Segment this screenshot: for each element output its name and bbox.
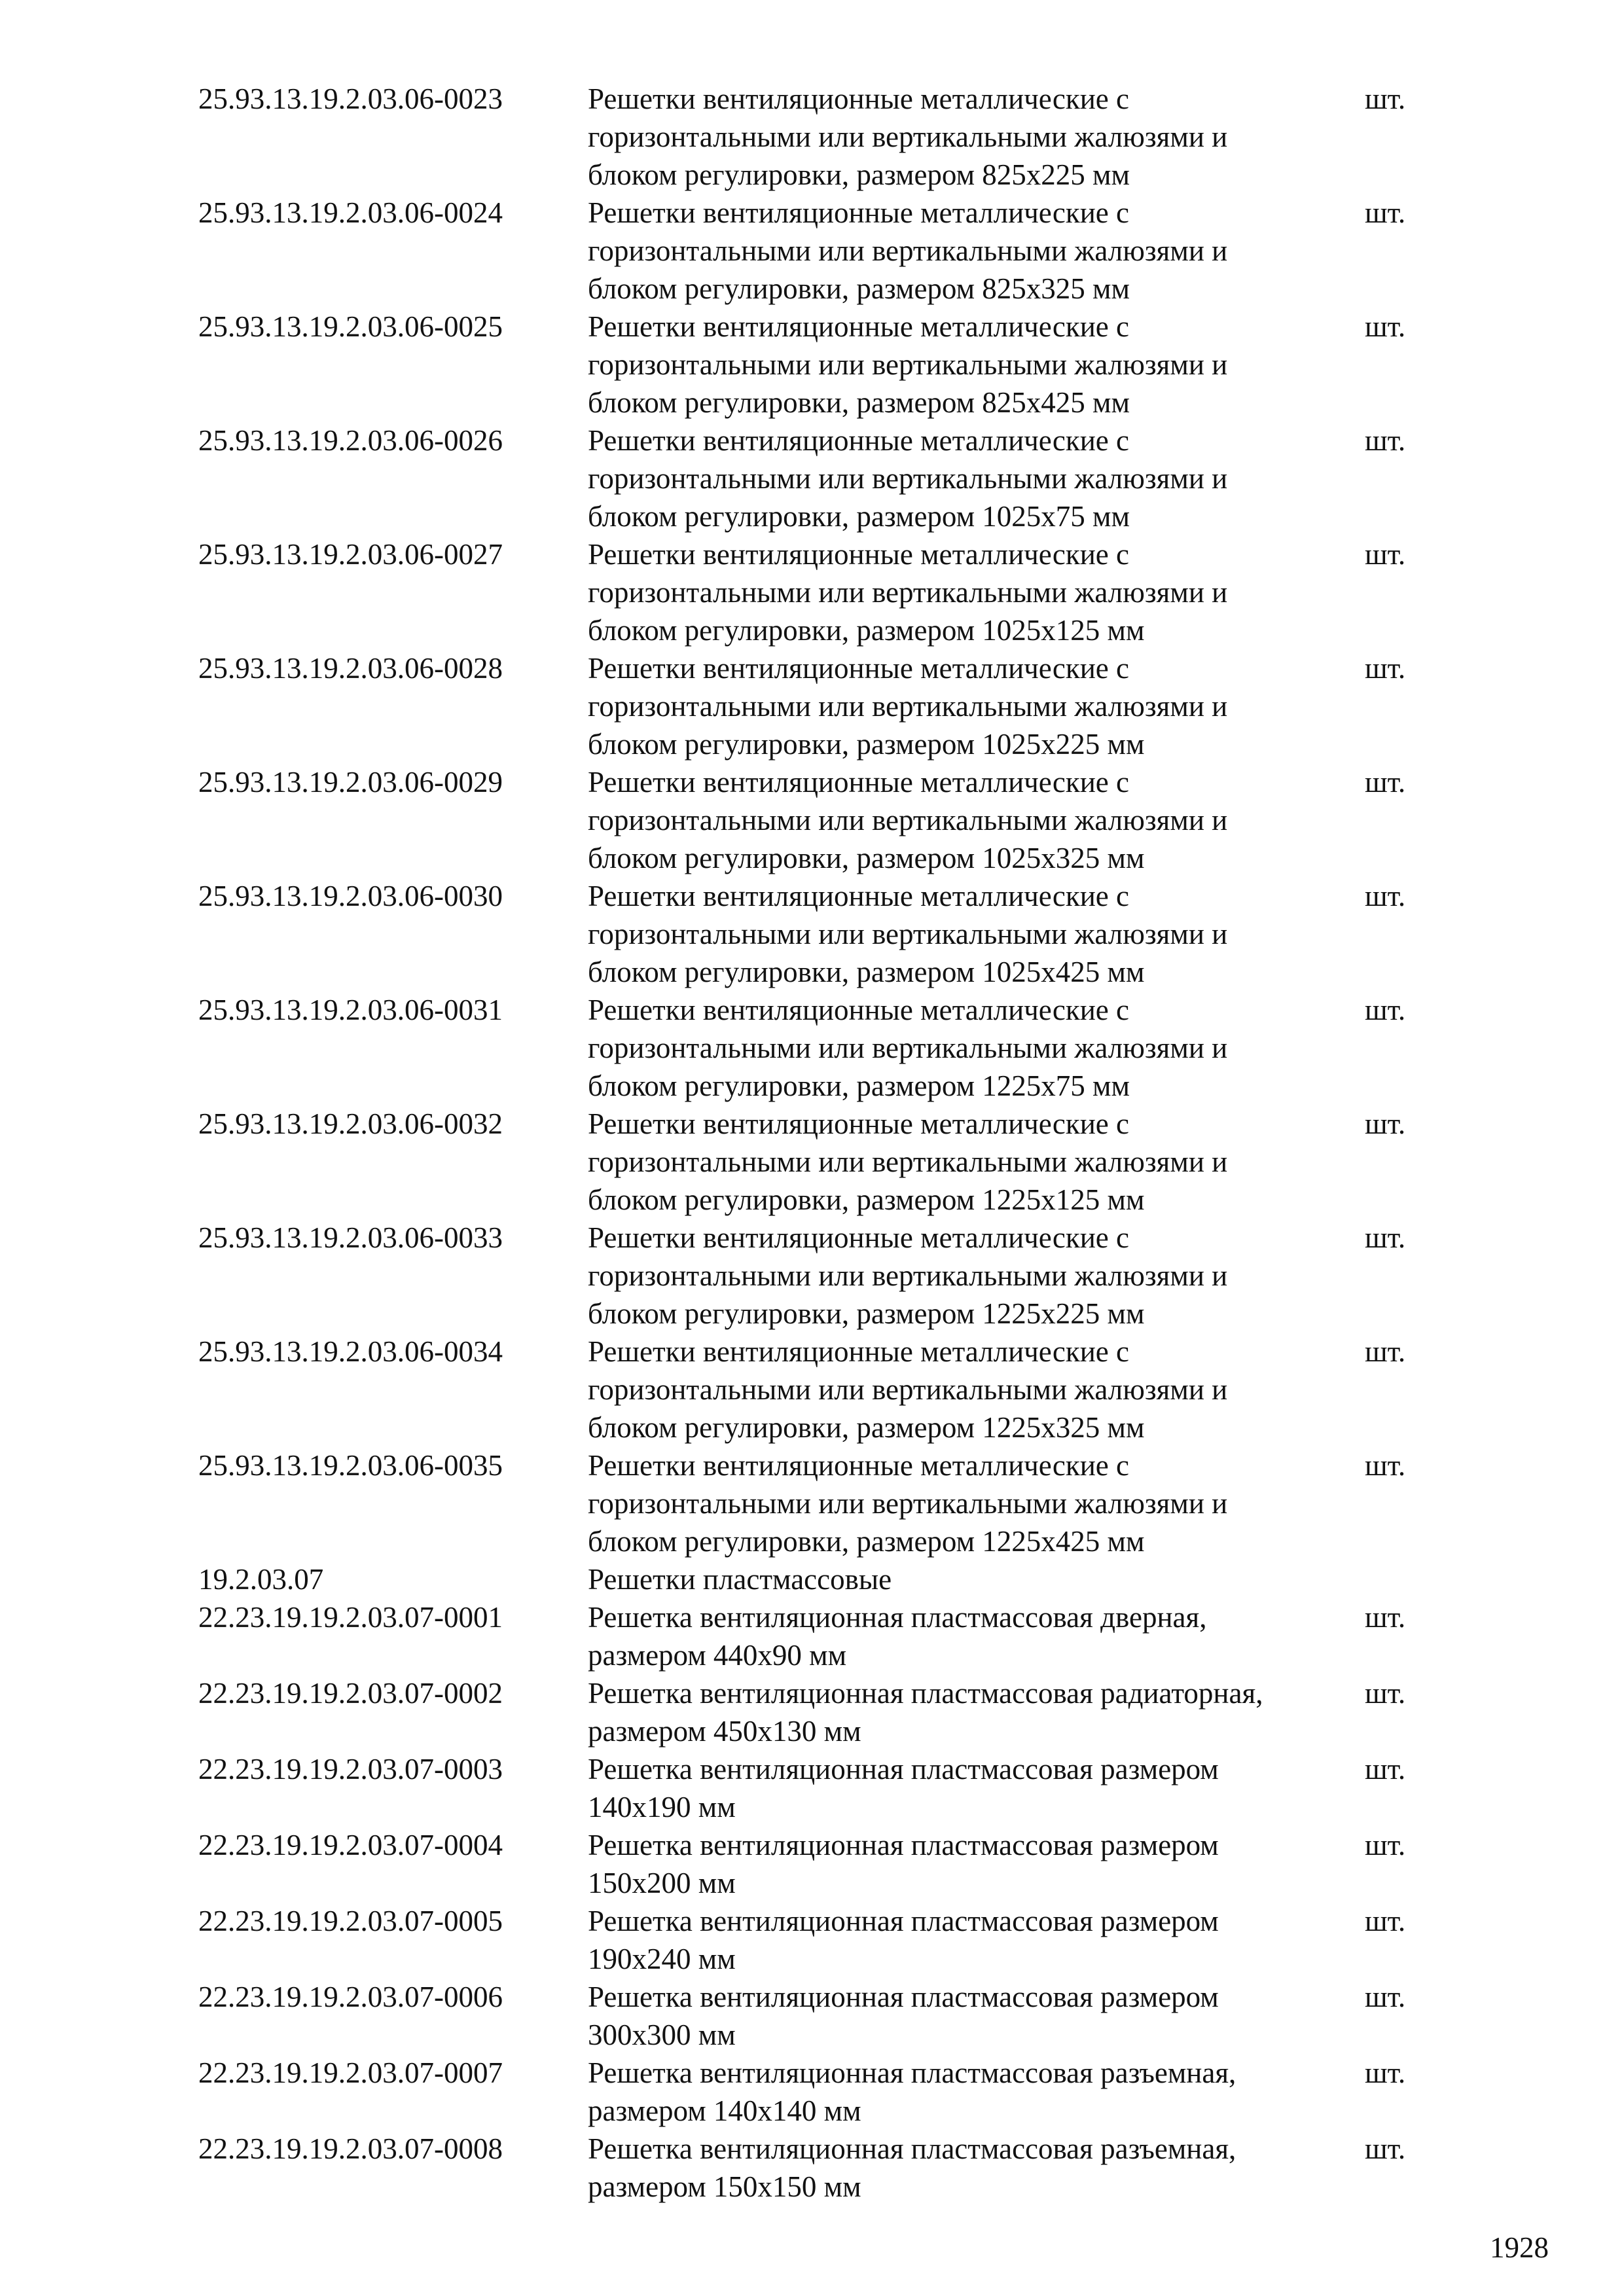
resource-name: Решетка вентиляционная пластмассовая разъемная, размером 150х150 мм — [588, 2132, 1236, 2203]
resource-code: 19.2.03.07 — [198, 1563, 324, 1596]
table-row — [0, 308, 1624, 422]
resource-name: Решетка вентиляционная пластмассовая радиаторная, размером 450х130 мм — [588, 1677, 1263, 1748]
resource-code: 25.93.13.19.2.03.06-0035 — [198, 1449, 503, 1482]
resource-name: Решетки вентиляционные металлические с горизонтальными или вертикальными жалюзями и блоком регулировки, размером 1225х325 мм — [588, 1335, 1228, 1444]
resource-unit: шт. — [1365, 880, 1406, 912]
resource-name: Решетки вентиляционные металлические с горизонтальными или вертикальными жалюзями и блоком регулировки, размером 1225х75 мм — [588, 994, 1228, 1102]
resource-code: 22.23.19.19.2.03.07-0004 — [198, 1829, 503, 1861]
resource-name: Решетка вентиляционная пластмассовая размером 140х190 мм — [588, 1753, 1219, 1823]
table-row — [0, 422, 1624, 535]
resource-unit: шт. — [1365, 766, 1406, 798]
table-row — [0, 1674, 1624, 1750]
table-row — [0, 1750, 1624, 1826]
table-row — [0, 1902, 1624, 1978]
table-row — [0, 80, 1624, 194]
resource-name: Решетки вентиляционные металлические с горизонтальными или вертикальными жалюзями и блоком регулировки, размером 825х325 мм — [588, 196, 1228, 305]
resource-unit: шт. — [1365, 1221, 1406, 1254]
resource-unit: шт. — [1365, 652, 1406, 685]
resource-name: Решетки вентиляционные металлические с горизонтальными или вертикальными жалюзями и блоком регулировки, размером 1225х425 мм — [588, 1449, 1228, 1558]
resource-unit: шт. — [1365, 1449, 1406, 1482]
resource-code: 22.23.19.19.2.03.07-0006 — [198, 1981, 503, 2013]
resource-unit: шт. — [1365, 82, 1406, 115]
resource-unit: шт. — [1365, 1601, 1406, 1634]
resource-code: 22.23.19.19.2.03.07-0005 — [198, 1905, 503, 1937]
resource-code: 25.93.13.19.2.03.06-0029 — [198, 766, 503, 798]
page-number: 1928 — [1490, 2231, 1549, 2264]
resource-name: Решетки пластмассовые — [588, 1563, 892, 1596]
resource-code: 25.93.13.19.2.03.06-0028 — [198, 652, 503, 685]
resource-code: 25.93.13.19.2.03.06-0025 — [198, 310, 503, 343]
table-row — [0, 535, 1624, 649]
resource-unit: шт. — [1365, 1677, 1406, 1710]
resource-code: 25.93.13.19.2.03.06-0026 — [198, 424, 503, 457]
table-row — [0, 649, 1624, 763]
table-row — [0, 1333, 1624, 1446]
resource-code: 25.93.13.19.2.03.06-0024 — [198, 196, 503, 229]
table-row — [0, 1826, 1624, 1902]
resource-name: Решетки вентиляционные металлические с горизонтальными или вертикальными жалюзями и блоком регулировки, размером 1025х325 мм — [588, 766, 1228, 874]
resource-unit: шт. — [1365, 2056, 1406, 2089]
resource-name: Решетки вентиляционные металлические с горизонтальными или вертикальными жалюзями и блоком регулировки, размером 1025х125 мм — [588, 538, 1228, 647]
resource-code: 25.93.13.19.2.03.06-0027 — [198, 538, 503, 571]
resource-unit: шт. — [1365, 1905, 1406, 1937]
resource-code: 22.23.19.19.2.03.07-0008 — [198, 2132, 503, 2165]
table-row — [0, 763, 1624, 877]
table-row — [0, 1219, 1624, 1333]
resource-unit: шт. — [1365, 424, 1406, 457]
resource-name: Решетка вентиляционная пластмассовая размером 150х200 мм — [588, 1829, 1219, 1899]
table-row — [0, 1598, 1624, 1674]
resource-unit: шт. — [1365, 2132, 1406, 2165]
resource-name: Решетки вентиляционные металлические с горизонтальными или вертикальными жалюзями и блоком регулировки, размером 825х225 мм — [588, 82, 1228, 191]
table-row — [0, 877, 1624, 991]
resource-unit: шт. — [1365, 1981, 1406, 2013]
table-row — [0, 194, 1624, 308]
table-row — [0, 991, 1624, 1105]
resource-name: Решетка вентиляционная пластмассовая дверная, размером 440х90 мм — [588, 1601, 1207, 1672]
resource-unit: шт. — [1365, 1107, 1406, 1140]
resource-unit: шт. — [1365, 1753, 1406, 1785]
resource-unit: шт. — [1365, 310, 1406, 343]
resource-code: 25.93.13.19.2.03.06-0031 — [198, 994, 503, 1026]
resource-name: Решетка вентиляционная пластмассовая размером 300х300 мм — [588, 1981, 1219, 2051]
resource-name: Решетки вентиляционные металлические с горизонтальными или вертикальными жалюзями и блоком регулировки, размером 1025х425 мм — [588, 880, 1228, 988]
resource-code: 22.23.19.19.2.03.07-0003 — [198, 1753, 503, 1785]
table-row — [0, 2054, 1624, 2130]
resource-code: 25.93.13.19.2.03.06-0034 — [198, 1335, 503, 1368]
resource-code: 22.23.19.19.2.03.07-0002 — [198, 1677, 503, 1710]
resource-code: 22.23.19.19.2.03.07-0007 — [198, 2056, 503, 2089]
resource-unit: шт. — [1365, 538, 1406, 571]
resource-unit: шт. — [1365, 1335, 1406, 1368]
resource-name: Решетка вентиляционная пластмассовая разъемная, размером 140х140 мм — [588, 2056, 1236, 2127]
resource-name: Решетка вентиляционная пластмассовая размером 190х240 мм — [588, 1905, 1219, 1975]
resource-name: Решетки вентиляционные металлические с горизонтальными или вертикальными жалюзями и блоком регулировки, размером 825х425 мм — [588, 310, 1228, 419]
table-row — [0, 1105, 1624, 1219]
resource-name: Решетки вентиляционные металлические с горизонтальными или вертикальными жалюзями и блоком регулировки, размером 1225х125 мм — [588, 1107, 1228, 1216]
table-row — [0, 1978, 1624, 2054]
table-row — [0, 1560, 1624, 1598]
resource-unit: шт. — [1365, 196, 1406, 229]
resource-unit: шт. — [1365, 1829, 1406, 1861]
resource-unit: шт. — [1365, 994, 1406, 1026]
resource-name: Решетки вентиляционные металлические с горизонтальными или вертикальными жалюзями и блоком регулировки, размером 1225х225 мм — [588, 1221, 1228, 1330]
table-row — [0, 2130, 1624, 2206]
resource-code: 25.93.13.19.2.03.06-0030 — [198, 880, 503, 912]
resource-name: Решетки вентиляционные металлические с горизонтальными или вертикальными жалюзями и блоком регулировки, размером 1025х225 мм — [588, 652, 1228, 761]
resource-code: 25.93.13.19.2.03.06-0032 — [198, 1107, 503, 1140]
resource-code: 22.23.19.19.2.03.07-0001 — [198, 1601, 503, 1634]
table-row — [0, 1446, 1624, 1560]
resource-code: 25.93.13.19.2.03.06-0023 — [198, 82, 503, 115]
resource-code: 25.93.13.19.2.03.06-0033 — [198, 1221, 503, 1254]
resource-name: Решетки вентиляционные металлические с горизонтальными или вертикальными жалюзями и блоком регулировки, размером 1025х75 мм — [588, 424, 1228, 533]
